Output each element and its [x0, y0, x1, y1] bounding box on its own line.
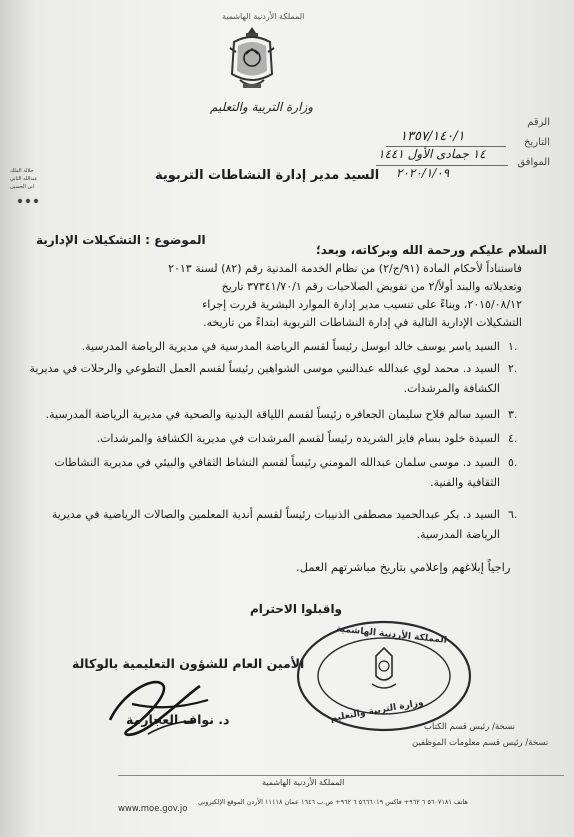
hijri-date-value: ١٤ جمادى الأول ١٤٤١ — [378, 147, 486, 161]
letterhead-top-script: المملكة الأردنية الهاشمية — [222, 12, 305, 21]
signatory-name: د. نواف العجارمة — [126, 712, 230, 727]
paragraph-line: فاستناداً لأحكام المادة (٩١/ج/٢) من نظام الخدمة المدنية رقم (٨٢) لسنة ٢٠١٣ — [168, 262, 522, 275]
footer-country: المملكة الأردنية الهاشمية — [262, 778, 345, 787]
item-number: ١. — [508, 340, 518, 353]
list-item-continuation: الرياضة المدرسية. — [416, 528, 500, 541]
list-item-continuation: الكشافة والمرشدات. — [403, 382, 500, 395]
footer-contact: هاتف ٥٦٠٧١٨١ ٦ ٩٦٢+ فاكس ٥٦٦٦٠١٩ ٦ ٩٦٢+ ص.ب ١٦٤٦ عمان ١١١١٨ الأردن الموقع الإلكتروني — [198, 798, 468, 806]
item-number: ٤. — [508, 432, 518, 445]
signatory-title: الأمين العام للشؤون التعليمية بالوكالة — [72, 656, 305, 671]
footer-divider — [118, 775, 564, 776]
item-number: ٦. — [508, 508, 518, 521]
regards: واقبلوا الاحترام — [250, 602, 343, 616]
paragraph-line: التشكيلات الإدارية التالية في إدارة النشاطات التربوية ابتداءً من تاريخه. — [203, 316, 522, 329]
ministry-name: وزارة التربية والتعليم — [210, 100, 314, 114]
coat-of-arms-emblem — [226, 24, 278, 96]
left-stamp-line: ابن الحسين — [10, 184, 35, 190]
left-stamp-line: عبدالله الثاني — [10, 176, 38, 182]
date-value: ٢٠٢٠/١/٠٩ — [396, 166, 450, 180]
list-item: السيد سالم فلاح سليمان الجعافره رئيساً لقسم اللياقة البدنية والصحية في مديرية الرياضة المدرسية. — [45, 408, 500, 421]
copy-line: نسخة/ رئيس قسم الكتاب — [424, 722, 515, 732]
handwritten-signature — [92, 664, 222, 744]
date-label: التاريخ — [524, 137, 550, 148]
subject-label: الموضوع : التشكيلات الإدارية — [36, 233, 206, 247]
list-item-continuation: الثقافية والفنية. — [430, 476, 500, 489]
item-number: ٥. — [508, 456, 518, 469]
list-item: السيدة خلود بسام فايز الشريده رئيساً لقسم المرشدات في مديرية الكشافة والمرشدات. — [96, 432, 500, 445]
left-stamp-mark — [14, 194, 44, 208]
list-item: السيد د. محمد لوي عبدالله عبدالنبي موسى الشواهين رئيساً لقسم العمل التطوعي والرحلات في مديرية — [29, 362, 500, 375]
footer-website: www.moe.gov.jo — [118, 804, 188, 814]
left-stamp-line: جلالة الملك — [10, 168, 34, 174]
seal-outer-text: المملكة الأردنية الهاشمية — [335, 624, 448, 646]
recipient: السيد مدير إدارة النشاطات التربوية — [155, 168, 380, 183]
paragraph-line: ٢٠١٥/٠٨/١٢، وبناءً على تنسيب مدير إدارة الموارد البشرية قررت إجراء — [202, 298, 522, 311]
ref-value: ١٣٥٧/١٤٠/١ — [400, 129, 465, 144]
list-item: السيد د. بكر عبدالحميد مصطفى الذنيبات رئيساً لقسم أندية المعلمين والصالات الرياضية في مديرية — [51, 508, 500, 521]
item-number: ٢. — [508, 362, 518, 375]
greeting: السلام عليكم ورحمة الله وبركاته، وبعد؛ — [316, 243, 547, 257]
hijri-label: الموافق — [517, 157, 550, 168]
closing-request: راجياً إبلاغهم وإعلامي بتاريخ مباشرتهم العمل. — [296, 560, 511, 574]
ref-label: الرقم — [527, 117, 550, 128]
item-number: ٣. — [508, 408, 518, 421]
seal-inner-text: وزارة التربية والتعليم — [329, 697, 425, 725]
list-item: السيد د. موسى سلمان عبدالله المومني رئيساً لقسم النشاط الثقافي والبيئي في مديرية النشاطات — [54, 456, 500, 469]
list-item: السيد ياسر يوسف خالد ابوسل رئيساً لقسم الرياضة المدرسية في مديرية الرياضة المدرسية. — [81, 340, 500, 353]
paragraph-line: وتعديلاته والبند أولاً/٢ من تفويض الصلاحيات رقم ٣٧٣٤١/٧٠/١ تاريخ — [221, 280, 522, 293]
copy-line: نسخة/ رئيس قسم معلومات الموظفين — [412, 738, 549, 748]
